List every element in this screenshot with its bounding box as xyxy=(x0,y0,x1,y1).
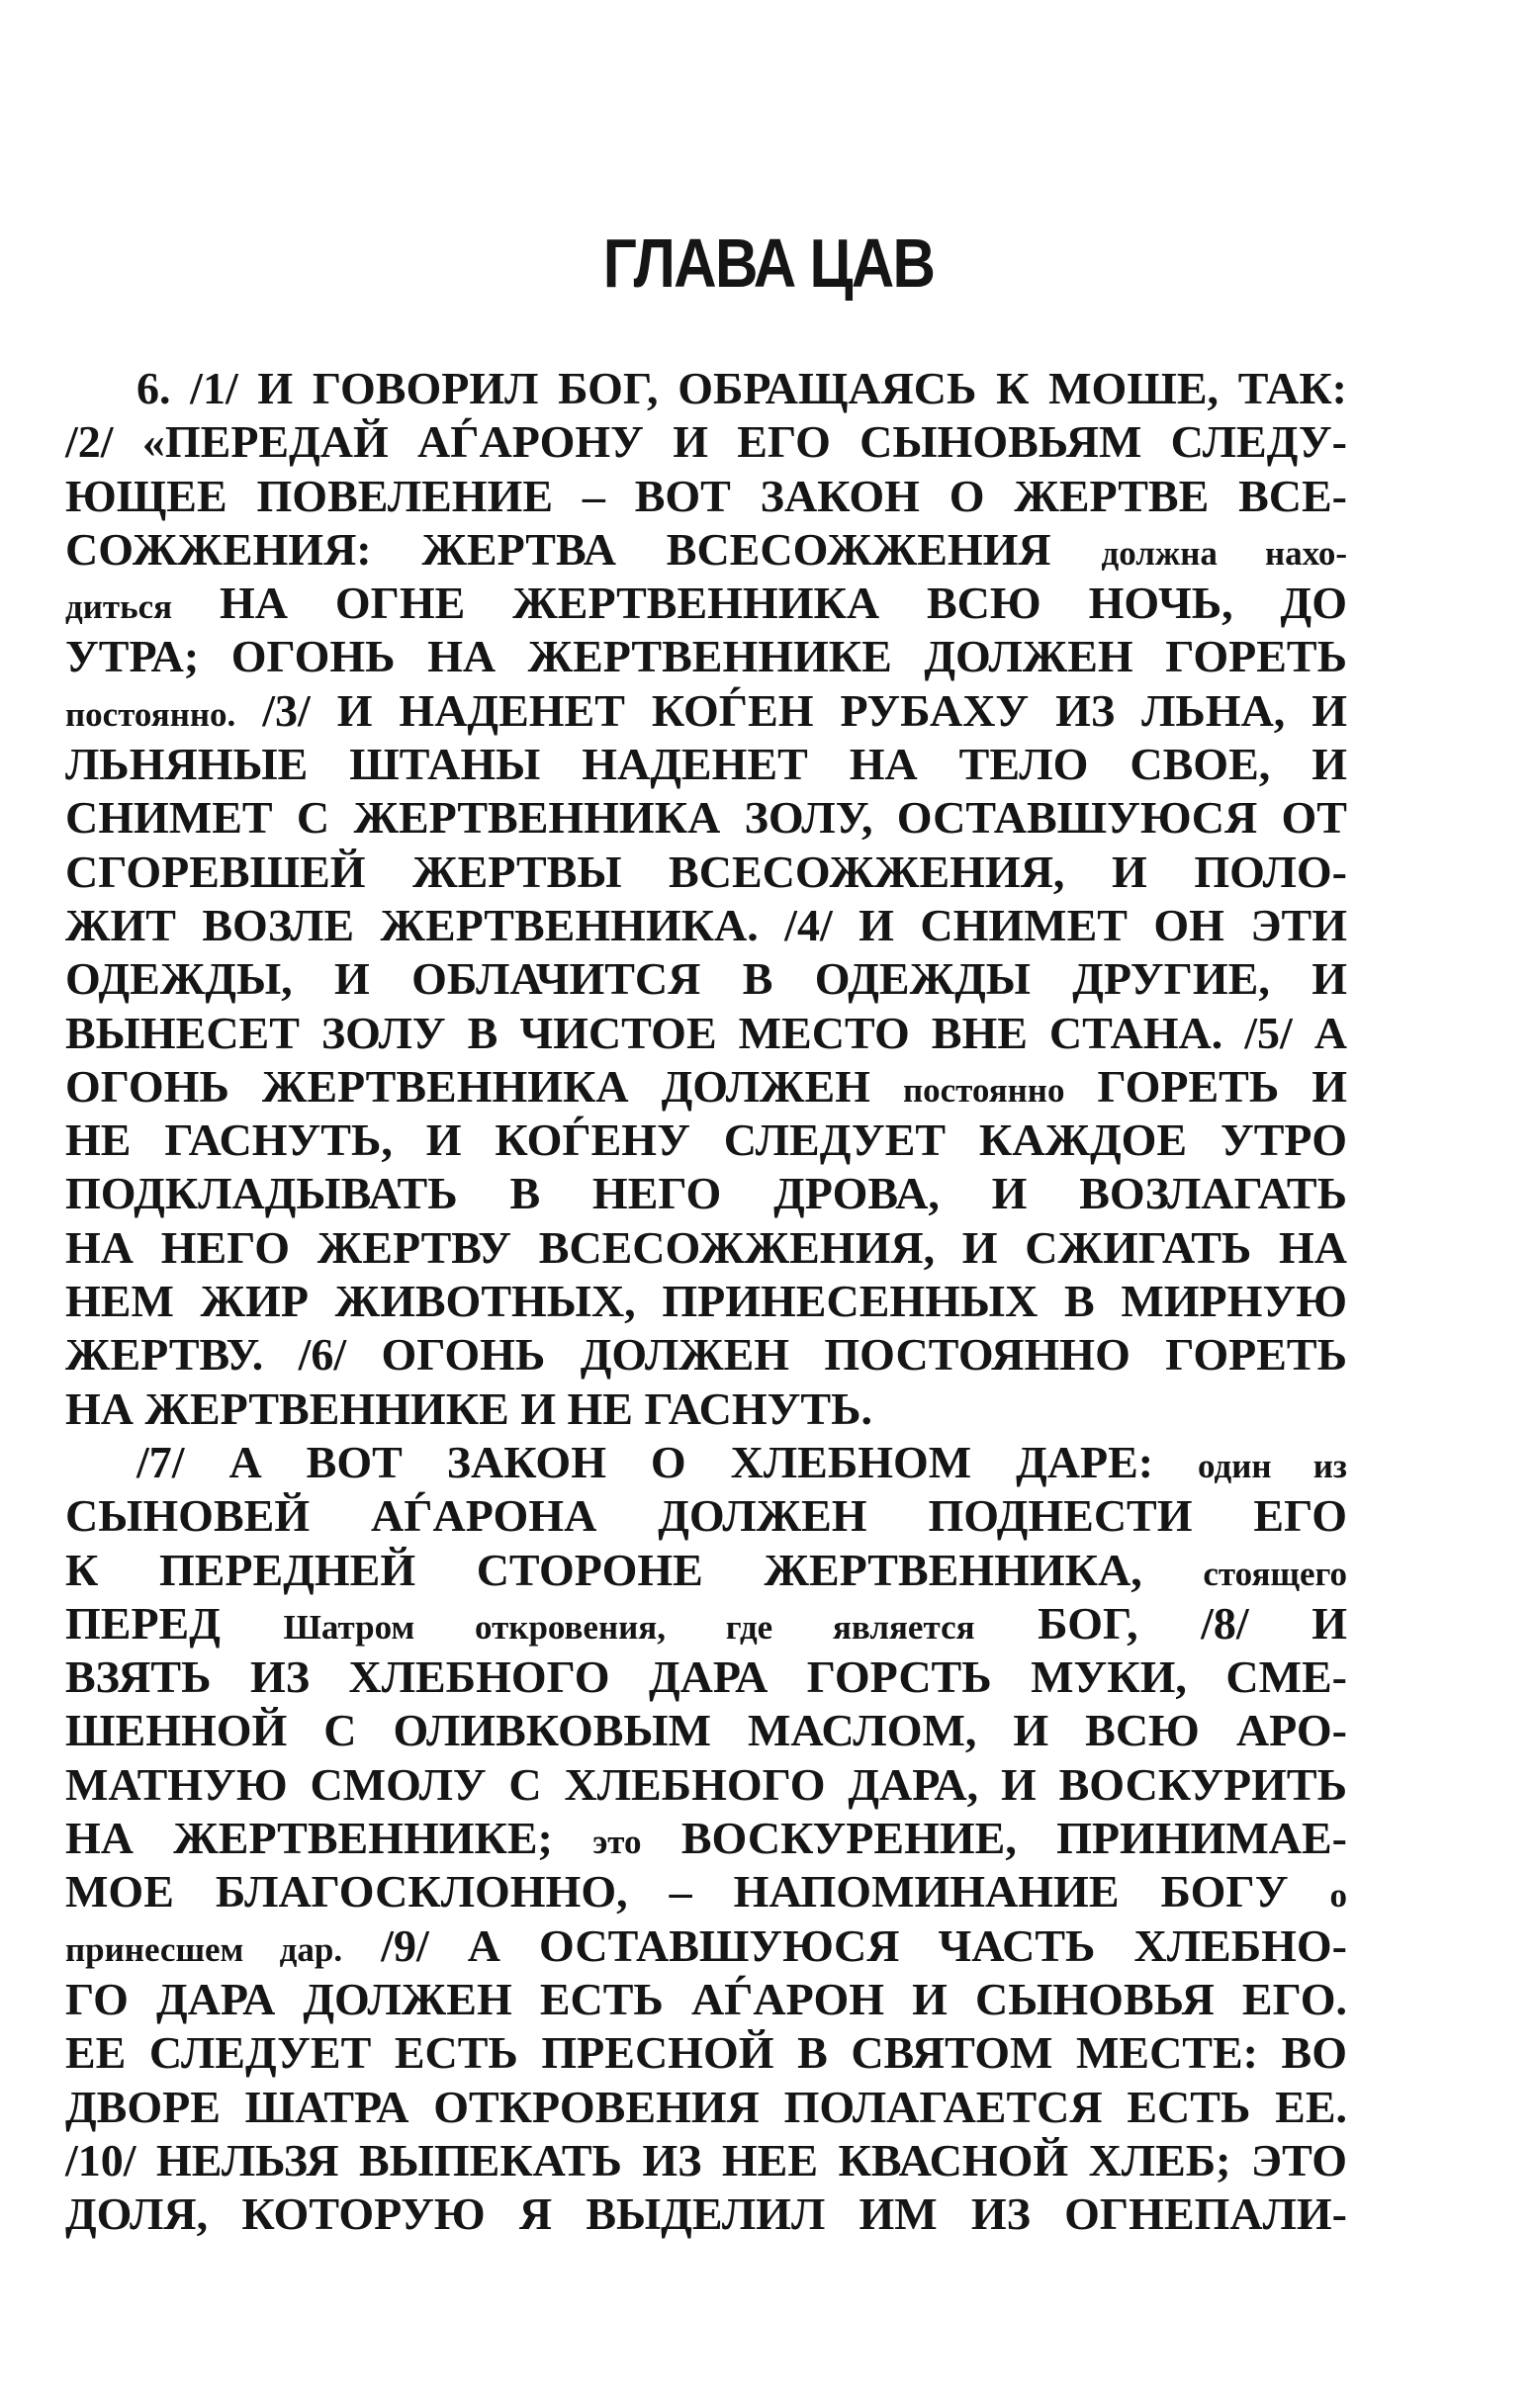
text-run: /3/ И НАДЕНЕТ КОЃЕН РУБАХУ ИЗ ЛЬНА, И xyxy=(235,684,1347,736)
text-run: ЛЬНЯНЫЕ ШТАНЫ НАДЕНЕТ НА ТЕЛО СВОЕ, И xyxy=(65,739,1347,790)
text-run: НА ОГНЕ ЖЕРТВЕННИКА ВСЮ НОЧЬ, ДО xyxy=(172,578,1347,629)
lowercase-run: стоящего xyxy=(1203,1554,1347,1593)
text-line xyxy=(65,1114,1347,1167)
text-run: ЖЕРТВУ. /6/ ОГОНЬ ДОЛЖЕН ПОСТОЯННО ГОРЕТЬ xyxy=(65,1329,1347,1381)
text-run: МАТНУЮ СМОЛУ С ХЛЕБНОГО ДАРА, И ВОСКУРИТЬ xyxy=(65,1758,1347,1810)
text-run: НЕМ ЖИР ЖИВОТНЫХ, ПРИНЕСЕННЫХ В МИРНУЮ xyxy=(65,1276,1347,1327)
text-line xyxy=(65,1544,1347,1597)
lowercase-run: один из xyxy=(1198,1446,1347,1485)
text-line xyxy=(65,1382,1347,1436)
text-run: НА ЖЕРТВЕННИКЕ; xyxy=(65,1813,593,1864)
text-run: /9/ А ОСТАВШУЮСЯ ЧАСТЬ ХЛЕБНО- xyxy=(342,1919,1347,1971)
text-line xyxy=(65,2187,1347,2241)
text-line xyxy=(65,791,1347,845)
text-run: /10/ НЕЛЬЗЯ ВЫПЕКАТЬ ИЗ НЕЕ КВАСНОЙ ХЛЕБ; ЭТО xyxy=(65,2134,1347,2185)
text-line xyxy=(65,1597,1347,1650)
text-run: ВОСКУРЕНИЕ, ПРИНИМАЕ- xyxy=(641,1813,1347,1864)
text-run: ЕЕ СЛЕДУЕТ ЕСТЬ ПРЕСНОЙ В СВЯТОМ МЕСТЕ: ВО xyxy=(65,2027,1347,2079)
lowercase-run: должна нахо- xyxy=(1101,533,1347,573)
text-line xyxy=(65,1436,1347,1489)
text-line xyxy=(65,2134,1347,2187)
text-line xyxy=(65,1919,1347,1973)
text-run: ГОРЕТЬ И xyxy=(1064,1060,1347,1112)
text-run: ВЗЯТЬ ИЗ ХЛЕБНОГО ДАРА ГОРСТЬ МУКИ, СМЕ- xyxy=(65,1651,1347,1703)
text-run: СНИМЕТ С ЖЕРТВЕННИКА ЗОЛУ, ОСТАВШУЮСЯ ОТ xyxy=(65,792,1347,844)
text-line xyxy=(65,630,1347,683)
text-line xyxy=(65,846,1347,899)
lowercase-run: Шатром откровения, где является xyxy=(283,1607,975,1647)
text-run: /7/ А ВОТ ЗАКОН О ХЛЕБНОМ ДАРЕ: xyxy=(136,1436,1199,1487)
text-run: ВЫНЕСЕТ ЗОЛУ В ЧИСТОЕ МЕСТО ВНЕ СТАНА. /5/ А xyxy=(65,1007,1347,1058)
paragraph xyxy=(65,1436,1347,2241)
text-line xyxy=(65,1275,1347,1328)
lowercase-run: постоянно xyxy=(902,1070,1065,1110)
text-line xyxy=(65,1650,1347,1704)
text-run: НЕ ГАСНУТЬ, И КОЃЕНУ СЛЕДУЕТ КАЖДОЕ УТРО xyxy=(65,1115,1347,1166)
text-run: НА НЕГО ЖЕРТВУ ВСЕСОЖЖЕНИЯ, И СЖИГАТЬ НА xyxy=(65,1221,1347,1273)
text-line xyxy=(65,523,1347,577)
text-run: ЖИТ ВОЗЛЕ ЖЕРТВЕННИКА. /4/ И СНИМЕТ ОН ЭТИ xyxy=(65,899,1347,950)
text-line xyxy=(65,1007,1347,1060)
text-line xyxy=(65,1812,1347,1865)
text-line xyxy=(65,1865,1347,1918)
text-line xyxy=(65,470,1347,523)
text-line xyxy=(65,1758,1347,1812)
text-run: ДВОРЕ ШАТРА ОТКРОВЕНИЯ ПОЛАГАЕТСЯ ЕСТЬ ЕЕ. xyxy=(65,2081,1347,2132)
text-line xyxy=(65,684,1347,738)
text-run: СГОРЕВШЕЙ ЖЕРТВЫ ВСЕСОЖЖЕНИЯ, И ПОЛО- xyxy=(65,846,1347,897)
text-line xyxy=(65,899,1347,952)
text-run: ОГОНЬ ЖЕРТВЕННИКА ДОЛЖЕН xyxy=(65,1060,903,1112)
text-line xyxy=(65,415,1347,469)
lowercase-run: это xyxy=(592,1823,642,1862)
paragraph xyxy=(65,362,1347,1436)
lowercase-run: принесшем дар. xyxy=(65,1929,343,1969)
text-line xyxy=(65,362,1347,415)
text-line xyxy=(65,1973,1347,2026)
text-run: ПЕРЕД xyxy=(65,1597,284,1649)
text-line xyxy=(65,2081,1347,2134)
text-run: ДОЛЯ, КОТОРУЮ Я ВЫДЕЛИЛ ИМ ИЗ ОГНЕПАЛИ- xyxy=(65,2188,1347,2240)
text-run: СЫНОВЕЙ АЃАРОНА ДОЛЖЕН ПОДНЕСТИ ЕГО xyxy=(65,1490,1347,1542)
text-run: ШЕННОЙ С ОЛИВКОВЫМ МАСЛОМ, И ВСЮ АРО- xyxy=(65,1705,1347,1756)
text-line xyxy=(65,1328,1347,1382)
text-line xyxy=(65,1167,1347,1220)
text-run: 6. /1/ И ГОВОРИЛ БОГ, ОБРАЩАЯСЬ К МОШЕ, ТАК: xyxy=(136,363,1347,413)
text-run: НА ЖЕРТВЕННИКЕ И НЕ ГАСНУТЬ. xyxy=(65,1382,873,1434)
lowercase-run: диться xyxy=(65,587,173,627)
lowercase-run: о xyxy=(1329,1876,1347,1916)
text-line xyxy=(65,1221,1347,1275)
page-body xyxy=(65,362,1347,2241)
text-run: УТРА; ОГОНЬ НА ЖЕРТВЕННИКЕ ДОЛЖЕН ГОРЕТЬ xyxy=(65,631,1347,682)
text-line xyxy=(65,738,1347,791)
text-line xyxy=(65,952,1347,1006)
text-run: /2/ «ПЕРЕДАЙ АЃАРОНУ И ЕГО СЫНОВЬЯМ СЛЕДУ- xyxy=(65,416,1347,468)
text-line xyxy=(65,1704,1347,1757)
text-run: ГО ДАРА ДОЛЖЕН ЕСТЬ АЃАРОН И СЫНОВЬЯ ЕГО. xyxy=(65,1973,1347,2024)
text-run: СОЖЖЕНИЯ: ЖЕРТВА ВСЕСОЖЖЕНИЯ xyxy=(65,523,1102,575)
text-run: ПОДКЛАДЫВАТЬ В НЕГО ДРОВА, И ВОЗЛАГАТЬ xyxy=(65,1168,1347,1219)
text-line xyxy=(65,577,1347,630)
text-run: К ПЕРЕДНЕЙ СТОРОНЕ ЖЕРТВЕННИКА, xyxy=(65,1544,1204,1595)
text-run: МОЕ БЛАГОСКЛОННО, – НАПОМИНАНИЕ БОГУ xyxy=(65,1866,1330,1917)
text-line xyxy=(65,2026,1347,2080)
chapter-title: ГЛАВА ЦАВ xyxy=(602,224,935,302)
text-line xyxy=(65,1489,1347,1543)
text-run: ОДЕЖДЫ, И ОБЛАЧИТСЯ В ОДЕЖДЫ ДРУГИЕ, И xyxy=(65,953,1347,1005)
text-run: ЮЩЕЕ ПОВЕЛЕНИЕ – ВОТ ЗАКОН О ЖЕРТВЕ ВСЕ- xyxy=(65,470,1347,521)
text-line xyxy=(65,1060,1347,1114)
lowercase-run: постоянно. xyxy=(65,694,236,734)
text-run: БОГ, /8/ И xyxy=(974,1597,1348,1649)
